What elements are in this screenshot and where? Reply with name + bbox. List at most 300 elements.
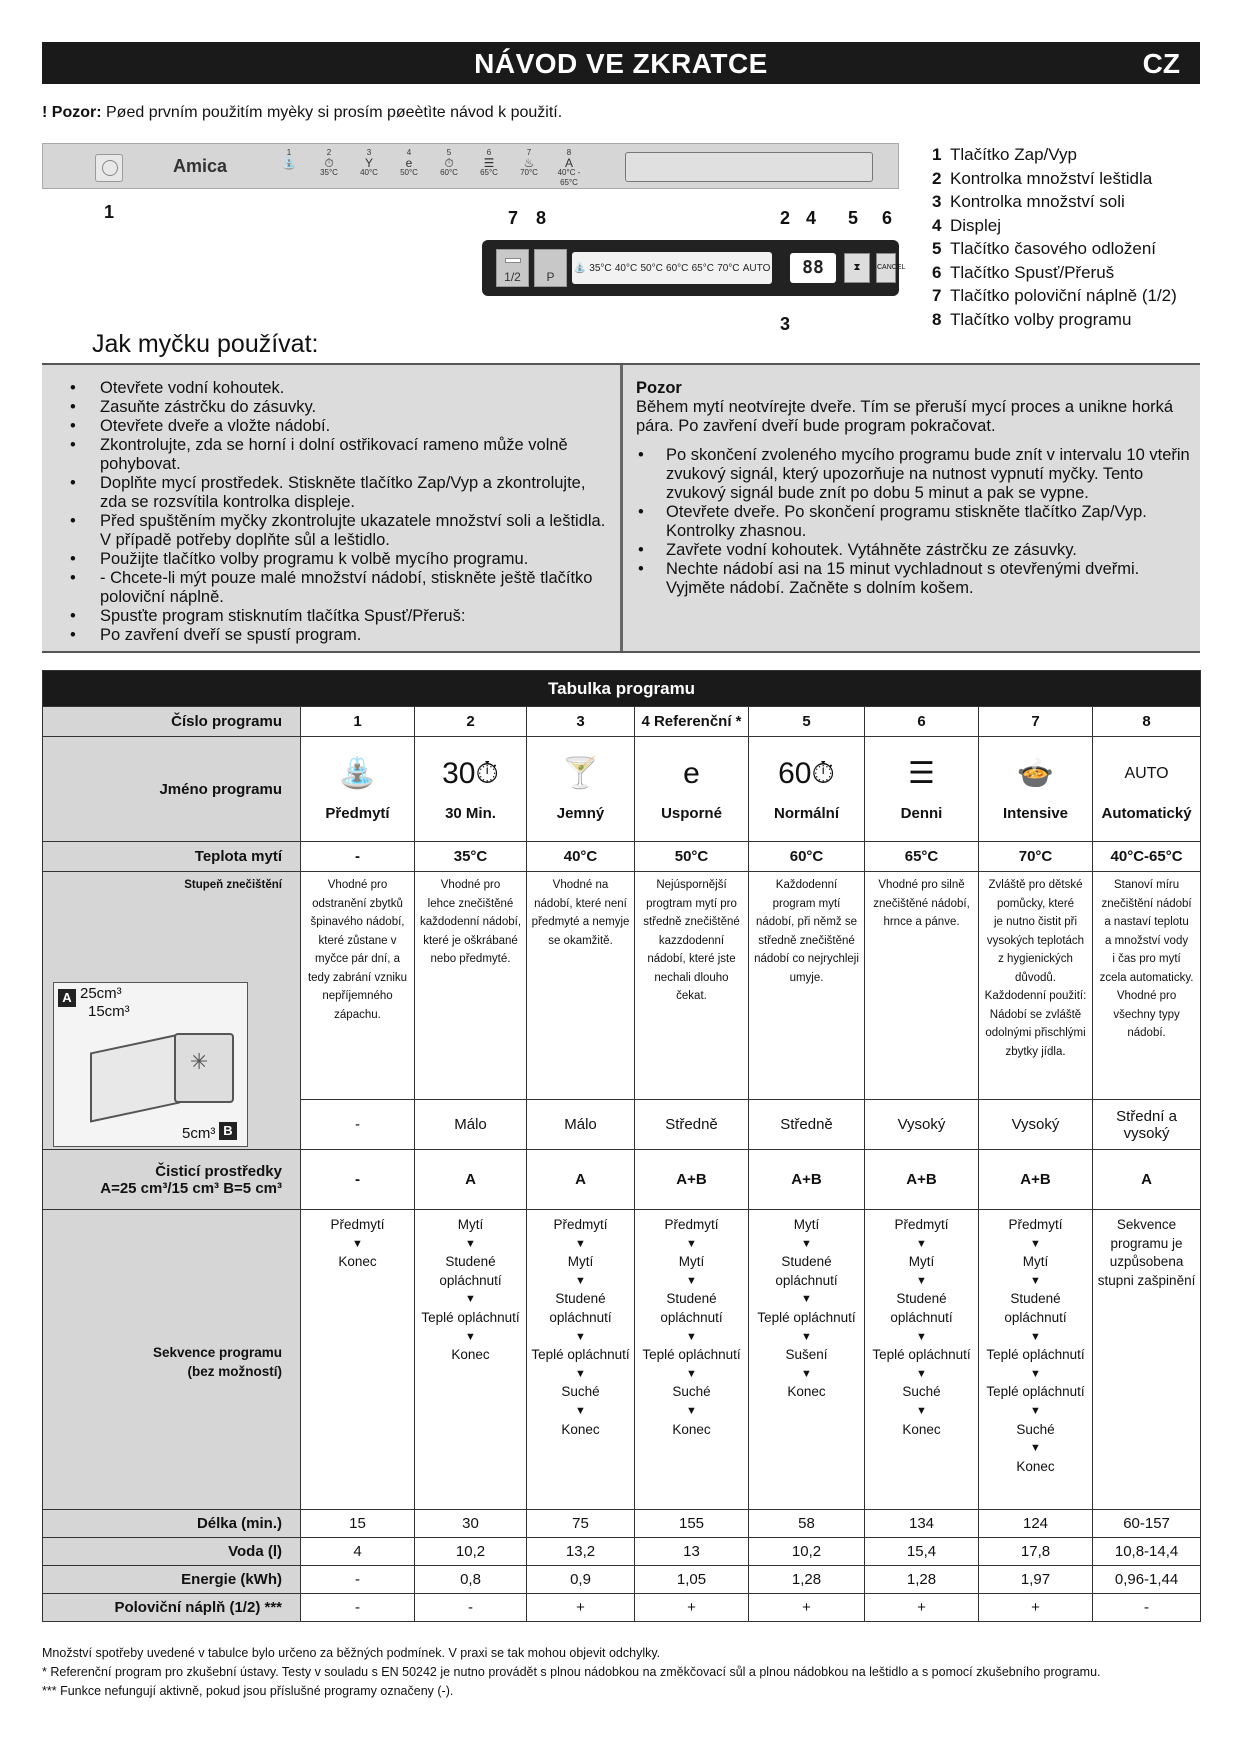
sequence-cell (301, 1210, 415, 1510)
detergent-cell: A (415, 1150, 527, 1210)
arrow-down-icon: ▼ (1030, 1367, 1041, 1380)
control-panel-illustration (42, 143, 899, 189)
description-line: a množství vody (1105, 934, 1189, 947)
sequence-step: Teplé opláchnutí (421, 1309, 520, 1325)
description-line: se okamžitě. (548, 934, 613, 947)
sequence-step: Suché (902, 1384, 941, 1400)
program-number-cell: 5 (749, 707, 865, 737)
sequence-step: Konec (787, 1384, 826, 1400)
sequence-step: Mytí (1022, 1254, 1049, 1270)
description-cell (979, 872, 1093, 1100)
soiling-level-cell: Málo (415, 1100, 527, 1150)
program-table (42, 670, 1201, 1622)
caution-heading: Pozor (636, 379, 682, 397)
description-line: i čas pro mytí (1112, 953, 1181, 965)
howto-box (42, 363, 1200, 653)
callout-2: 2 (780, 208, 791, 228)
arrow-down-icon: ▼ (465, 1330, 476, 1343)
water-cell: 13 (635, 1538, 749, 1566)
list-item: • Před spuštěním myčky zkontrolujte ukazatele množství soli a leštidla. V případě potřeby doplňte sůl a leštidlo. (56, 512, 611, 550)
program-name: Předmytí (325, 804, 390, 822)
arrow-down-icon: ▼ (916, 1367, 927, 1380)
howto-steps (56, 379, 611, 645)
list-item: • Nechte nádobí asi na 15 minut vychladnout s otevřenými dveřmi. Vyjměte nádobí. Začněte s dolním košem. (636, 560, 1196, 598)
list-item: • Zasuňte zástrčku do zásuvky. (56, 398, 611, 417)
list-item: • Zavřete vodní kohoutek. Vytáhněte zástrčku ze zásuvky. (636, 541, 1196, 560)
legend-item: 4 Displej (932, 215, 1002, 235)
detergent-cell: - (301, 1150, 415, 1210)
program-icon: e (683, 756, 700, 790)
sequence-step: Konec (902, 1421, 941, 1437)
program-icon: ☰ (908, 756, 935, 790)
callout-4: 4 (806, 208, 817, 228)
glass-icon: 40°C (614, 262, 638, 274)
program-number-cell: 7 (979, 707, 1093, 737)
temperature-cell: 70°C (979, 842, 1093, 872)
header-bar (42, 42, 1200, 84)
temperature-cell: 40°C-65°C (1093, 842, 1201, 872)
display: 88 (790, 253, 836, 283)
description-line: vysokých teplotách (986, 934, 1085, 947)
description-line: tedy zabrání vzniku (307, 971, 408, 984)
arrow-down-icon: ▼ (801, 1237, 812, 1250)
sun-icon: ✳ (190, 1049, 209, 1074)
row-label: Délka (min.) (43, 1510, 301, 1538)
half-load-button: 1/2 (496, 249, 529, 287)
description-cell (635, 872, 749, 1100)
description-line: důvodů. (1015, 971, 1056, 984)
callout-6: 6 (882, 208, 893, 228)
sequence-cell (749, 1210, 865, 1510)
energy-cell: - (301, 1566, 415, 1594)
description-cell (415, 872, 527, 1100)
arrow-down-icon: ▼ (686, 1237, 697, 1250)
timer60-icon: ⏱ (444, 156, 454, 170)
warning-text: Pøed prvním použitím myèky si prosím pøeètìte návod k použití. (106, 104, 563, 121)
description-line: nebo předmyté. (430, 953, 511, 965)
howto-title: Jak myčku používat: (92, 330, 319, 358)
mini-program-1: 1 ⛲ (273, 148, 305, 188)
description-line: nádobí, při němž se (755, 916, 857, 928)
program-number-cell: 8 (1093, 707, 1201, 737)
program-number-cell: 4 Referenční * (635, 707, 749, 737)
arrow-down-icon: ▼ (1030, 1330, 1041, 1343)
description-line: odolnými přischlými (985, 1027, 1086, 1039)
footnotes (42, 1644, 1200, 1701)
sequence-step: Sekvence programu je uzpůsobena stupni zašpinění (1097, 1217, 1196, 1288)
program-icon: ⛲ (338, 756, 377, 790)
soiling-level-cell: Vysoký (979, 1100, 1093, 1150)
duration-cell: 15 (301, 1510, 415, 1538)
energy-cell: 1,28 (749, 1566, 865, 1594)
program-name: Intensive (1002, 804, 1069, 822)
description-line: nádobí. (1127, 1027, 1166, 1039)
arrow-down-icon: ▼ (916, 1404, 927, 1417)
description-line: lehce znečištěné (427, 897, 514, 910)
program-number-cell: 1 (301, 707, 415, 737)
arrow-down-icon: ▼ (916, 1237, 927, 1250)
soiling-level-cell: - (301, 1100, 415, 1150)
detergent-cell: A+B (749, 1150, 865, 1210)
sequence-step: Suché (1016, 1421, 1055, 1437)
sequence-step: Předmytí (1008, 1217, 1063, 1232)
sequence-step: Mytí (793, 1217, 820, 1232)
sequence-step: Mytí (908, 1254, 935, 1270)
callout-1: 1 (104, 202, 115, 222)
detergent-cell: A+B (635, 1150, 749, 1210)
arrow-down-icon: ▼ (686, 1274, 697, 1287)
energy-cell: 1,05 (635, 1566, 749, 1594)
program-name: Jemný (556, 804, 605, 822)
row-label: Stupeň znečištění (184, 879, 282, 891)
program-name-cell (301, 737, 415, 842)
detergent-cell: A (1093, 1150, 1201, 1210)
mini-display-area (625, 152, 873, 182)
soiling-level-cell: Málo (527, 1100, 635, 1150)
soiling-level-cell: Střední a vysoký (1093, 1100, 1201, 1150)
description-cell (1093, 872, 1201, 1100)
duration-cell: 124 (979, 1510, 1093, 1538)
callout-8: 8 (536, 208, 547, 228)
half-load-cell: + (527, 1594, 635, 1622)
temperature-cell: 65°C (865, 842, 979, 872)
sequence-step: Teplé opláchnutí (986, 1384, 1085, 1400)
description-line: Každodenní (775, 879, 838, 891)
list-item: • Otevřete vodní kohoutek. (56, 379, 611, 398)
row-label: Číslo programu (43, 707, 301, 737)
dispenser-volume-b: 5cm³ (182, 1125, 216, 1142)
legend-item: 8 Tlačítko volby programu (932, 309, 1132, 329)
prewash-icon: ⛲ (281, 156, 297, 170)
legend-item: 6 Tlačítko Spusť/Přeruš (932, 262, 1115, 282)
description-cell (865, 872, 979, 1100)
description-line: Zvláště pro dětské (988, 879, 1083, 891)
pot-icon: 70°C (717, 262, 740, 274)
sequence-step: Teplé opláchnutí (872, 1347, 971, 1363)
auto-icon: A (564, 156, 573, 170)
description-line: všechny typy (1113, 1008, 1180, 1021)
detergent-cell: A+B (865, 1150, 979, 1210)
water-cell: 10,2 (415, 1538, 527, 1566)
sequence-step: Mytí (457, 1217, 484, 1232)
mini-program-icons (273, 148, 585, 188)
description-line: které je oškrábané (423, 934, 518, 947)
description-cell (301, 872, 415, 1100)
detergent-cell: A+B (979, 1150, 1093, 1210)
legend-item: 2 Kontrolka množství leštidla (932, 168, 1153, 188)
mini-program-6: 6 ☰ 65°C (473, 148, 505, 188)
half-load-cell: + (749, 1594, 865, 1622)
mini-program-8: 8 A 40°C - 65°C (553, 148, 585, 188)
water-cell: 17,8 (979, 1538, 1093, 1566)
energy-cell: 0,9 (527, 1566, 635, 1594)
arrow-down-icon: ▼ (916, 1274, 927, 1287)
description-line: nechali dlouho (654, 971, 729, 984)
half-load-cell: - (301, 1594, 415, 1622)
description-line: myčce pár dní, a (314, 953, 400, 965)
duration-cell: 75 (527, 1510, 635, 1538)
list-item: • Po skončení zvoleného mycího programu bude znít v intervalu 10 vteřin zvukový signál, který upozorňuje na nutnost vypnutí myčky. Tento zvukový signál bude znít po dobu 5 minut a pak se vypne. (636, 446, 1196, 503)
detergent-cell: A (527, 1150, 635, 1210)
sequence-step: Studené opláchnutí (549, 1291, 612, 1325)
sequence-cell (527, 1210, 635, 1510)
arrow-down-icon: ▼ (801, 1330, 812, 1343)
sequence-cell (1093, 1210, 1201, 1510)
list-item: • - Chcete-li mýt pouze malé množství nádobí, stiskněte ještě tlačítko poloviční náplně. (56, 569, 611, 607)
caution-intro: Během mytí neotvírejte dveře. Tím se přeruší mycí proces a unikne horká pára. Po zavření dveří bude program pokračovat. (636, 398, 1174, 435)
sequence-step: Teplé opláchnutí (757, 1309, 856, 1325)
mini-program-3: 3 Y 40°C (353, 148, 385, 188)
description-line: zcela automaticky. (1099, 971, 1194, 984)
pot-icon: ♨ (523, 156, 535, 170)
dispenser-a-badge: A (58, 989, 76, 1007)
description-line: nádobí, které jste (647, 953, 736, 965)
half-load-cell: + (979, 1594, 1093, 1622)
half-load-cell: - (1093, 1594, 1201, 1622)
description-line: odstranění zbytků (312, 897, 403, 910)
description-line: středně znečištěné (643, 916, 740, 928)
program-name: Usporné (661, 804, 722, 822)
program-icon: 30⏱ (442, 756, 499, 790)
arrow-down-icon: ▼ (575, 1330, 586, 1343)
soiling-level-cell: Vysoký (865, 1100, 979, 1150)
description-cell (749, 872, 865, 1100)
program-name: Automatický (1101, 804, 1192, 822)
description-line: pomůcky, které (996, 897, 1075, 910)
dispenser-volume-a1: 25cm³ (80, 985, 122, 1002)
sequence-step: Suché (561, 1384, 600, 1400)
half-load-cell: + (865, 1594, 979, 1622)
arrow-down-icon: ▼ (916, 1330, 927, 1343)
description-line: kazzdodenní (658, 934, 725, 947)
soiling-level-cell: Středně (635, 1100, 749, 1150)
water-cell: 13,2 (527, 1538, 635, 1566)
description-line: hrnce a pánve. (883, 916, 960, 928)
description-line: Vhodné pro (440, 879, 501, 891)
duration-cell: 30 (415, 1510, 527, 1538)
energy-cell: 1,28 (865, 1566, 979, 1594)
program-name-cell (1093, 737, 1201, 842)
duration-cell: 155 (635, 1510, 749, 1538)
warning-line (42, 104, 562, 122)
column-divider (620, 365, 623, 651)
description-line: progtram mytí pro (646, 897, 737, 910)
program-name: Denni (900, 804, 943, 822)
row-label: Čisticí prostředky A=25 cm³/15 cm³ B=5 cm³ (43, 1150, 301, 1210)
description-line: zbytky jídla. (1005, 1045, 1066, 1058)
arrow-down-icon: ▼ (575, 1404, 586, 1417)
sequence-cell (635, 1210, 749, 1510)
description-line: zápachu. (334, 1008, 381, 1021)
list-item: • Použijte tlačítko volby programu k volbě mycího programu. (56, 550, 611, 569)
program-name-cell (415, 737, 527, 842)
sequence-step: Studené opláchnutí (660, 1291, 723, 1325)
sequence-step: Teplé opláchnutí (986, 1347, 1085, 1363)
sequence-step: Sušení (785, 1347, 828, 1363)
legend-item: 1 Tlačítko Zap/Vyp (932, 145, 1077, 164)
arrow-down-icon: ▼ (686, 1330, 697, 1343)
sequence-step: Studené opláchnutí (890, 1291, 953, 1325)
row-detergent (43, 1150, 1201, 1210)
row-label: Sekvence programu (bez možností) (43, 1210, 301, 1510)
list-item: • Otevřete dveře. Po skončení programu stiskněte tlačítko Zap/Vyp. Kontrolky zhasnou. (636, 503, 1196, 541)
row-energy (43, 1566, 1201, 1594)
mini-program-4: 4 e 50°C (393, 148, 425, 188)
water-cell: 4 (301, 1538, 415, 1566)
description-line: nepříjemného (322, 990, 393, 1002)
description-line: Každodenní použití: (984, 990, 1087, 1002)
power-button-icon (95, 154, 123, 182)
row-duration (43, 1510, 1201, 1538)
row-label: Voda (l) (43, 1538, 301, 1566)
description-line: je nutno čistit při (993, 916, 1078, 928)
dispenser-b-badge: B (219, 1122, 237, 1140)
arrow-down-icon: ▼ (1030, 1237, 1041, 1250)
description-line: Nejúspornější (656, 879, 727, 891)
sequence-step: Studené opláchnutí (775, 1254, 838, 1288)
sequence-cell (979, 1210, 1093, 1510)
arrow-down-icon: ▼ (1030, 1442, 1041, 1455)
page-title: NÁVOD VE ZKRATCE (474, 48, 768, 79)
temperature-cell: 60°C (749, 842, 865, 872)
timer-icon: 35°C (589, 262, 612, 274)
description-line: Vhodné pro (327, 879, 388, 891)
description-cell (527, 872, 635, 1100)
row-soiling (43, 872, 1201, 1100)
sequence-step: Studené opláchnutí (1004, 1291, 1067, 1325)
sequence-step: Studené opláchnutí (439, 1254, 502, 1288)
callout-7: 7 (508, 208, 519, 228)
arrow-down-icon: ▼ (801, 1367, 812, 1380)
sequence-step: Teplé opláchnutí (642, 1347, 741, 1363)
language-code: CZ (1142, 48, 1180, 79)
program-name: 30 Min. (445, 804, 496, 822)
legend-item: 5 Tlačítko časového odložení (932, 239, 1157, 258)
description-line: znečištění nádobí (1101, 897, 1192, 910)
sequence-step: Předmytí (664, 1217, 719, 1232)
description-line: umyje. (789, 971, 824, 984)
description-line: Nádobí se zvláště (989, 1008, 1082, 1021)
description-line: předmyté a nemyje (531, 916, 630, 928)
footnote: *** Funkce nefungují aktivně, pokud jsou příslušné programy označeny (-). (42, 1684, 454, 1698)
sequence-step: Předmytí (894, 1217, 949, 1232)
sequence-step: Konec (338, 1254, 377, 1270)
eco-icon: e (405, 156, 413, 170)
row-label: Jméno programu (43, 737, 301, 842)
mini-program-7: 7 ♨ 70°C (513, 148, 545, 188)
duration-cell: 58 (749, 1510, 865, 1538)
mini-program-5: 5 ⏱ 60°C (433, 148, 465, 188)
arrow-down-icon: ▼ (575, 1237, 586, 1250)
program-icon: 🍸 (561, 756, 600, 790)
temperature-cell: 40°C (527, 842, 635, 872)
timer30-icon: ⏱ (324, 156, 334, 170)
footnote: Množství spotřeby uvedené v tabulce bylo určeno za běžných podmínek. V praxi se tak mohou objevit odchylky. (42, 1646, 661, 1660)
description-line: znečištěné nádobí, (873, 897, 970, 910)
arrow-down-icon: ▼ (465, 1237, 476, 1250)
program-number-cell: 2 (415, 707, 527, 737)
energy-cell: 0,8 (415, 1566, 527, 1594)
half-load-cell: - (415, 1594, 527, 1622)
row-half-load (43, 1594, 1201, 1622)
row-label: Teplota mytí (43, 842, 301, 872)
detergent-dispenser-illustration (53, 982, 248, 1147)
arrow-down-icon: ▼ (575, 1274, 586, 1287)
program-number-cell: 3 (527, 707, 635, 737)
description-line: Vhodné pro silně (878, 879, 965, 891)
list-item: • Otevřete dveře a vložte nádobí. (56, 417, 611, 436)
program-name-cell (865, 737, 979, 842)
description-line: každodenní nádobí, (419, 916, 522, 928)
sequence-step: Suché (672, 1384, 711, 1400)
water-cell: 10,2 (749, 1538, 865, 1566)
list-item: • Po zavření dveří se spustí program. (56, 626, 611, 645)
program-icon: AUTO (1124, 764, 1169, 782)
footnote: * Referenční program pro zkušební ústavy. Testy v souladu s EN 50242 je nutno provádět s plnou nádobkou na změkčovací sůl a plnou nádobkou na leštidlo a s pomocí zkušebního programu. (42, 1665, 1101, 1679)
program-icon: 🍲 (1016, 756, 1055, 790)
description-line: čekat. (676, 990, 707, 1002)
description-line: nádobí co nejrychleji (754, 953, 859, 965)
soiling-level-cell: Středně (749, 1100, 865, 1150)
half-load-cell: + (635, 1594, 749, 1622)
brand-logo: Amica (173, 156, 228, 176)
program-name-cell (979, 737, 1093, 842)
arrow-down-icon: ▼ (352, 1237, 363, 1250)
row-program-number (43, 707, 1201, 737)
arrow-down-icon: ▼ (686, 1404, 697, 1417)
description-line: z hygienických (998, 953, 1073, 965)
description-line: středně znečištěné (758, 934, 855, 947)
dispenser-compartment (90, 1033, 180, 1122)
description-line: a nastaví teplotu (1104, 916, 1189, 928)
description-line: špinavého nádobí, (310, 916, 405, 928)
list-item: • Zkontrolujte, zda se horní i dolní ostřikovací rameno může volně pohybovat. (56, 436, 611, 474)
description-line: Vhodné na (552, 879, 609, 891)
warning-label: ! Pozor: (42, 104, 102, 121)
list-item: • Spusťte program stisknutím tlačítka Spusť/Přeruš: (56, 607, 611, 626)
row-temperature (43, 842, 1201, 872)
energy-cell: 1,97 (979, 1566, 1093, 1594)
glass-icon: Y (364, 156, 373, 170)
prewash-icon: ⛲ (573, 262, 587, 274)
row-water (43, 1538, 1201, 1566)
description-line: nádobí, které není (534, 897, 627, 910)
arrow-down-icon: ▼ (1030, 1404, 1041, 1417)
legend-item: 3 Kontrolka množství soli (932, 192, 1125, 211)
sequence-cell (415, 1210, 527, 1510)
eco-icon: 50°C (640, 262, 663, 274)
program-number-cell: 6 (865, 707, 979, 737)
legend-item: 7 Tlačítko poloviční náplně (1/2) (932, 286, 1177, 305)
sequence-step: Předmytí (330, 1217, 385, 1232)
plates-icon: 65°C (691, 262, 714, 274)
program-name-cell (527, 737, 635, 842)
mini-program-2: 2 ⏱ 35°C (313, 148, 345, 188)
temperature-cell: 50°C (635, 842, 749, 872)
temperature-cell: 35°C (415, 842, 527, 872)
duration-cell: 60-157 (1093, 1510, 1201, 1538)
arrow-down-icon: ▼ (575, 1367, 586, 1380)
delay-button-icon: ⧗ (844, 253, 870, 283)
program-button: P (534, 249, 567, 287)
panel-legend (932, 143, 1177, 331)
sequence-step: Mytí (678, 1254, 705, 1270)
sequence-cell (865, 1210, 979, 1510)
sequence-step: Teplé opláchnutí (531, 1347, 630, 1363)
energy-cell: 0,96-1,44 (1093, 1566, 1201, 1594)
row-label: Poloviční náplň (1/2) *** (43, 1594, 301, 1622)
sequence-step: Konec (672, 1421, 711, 1437)
